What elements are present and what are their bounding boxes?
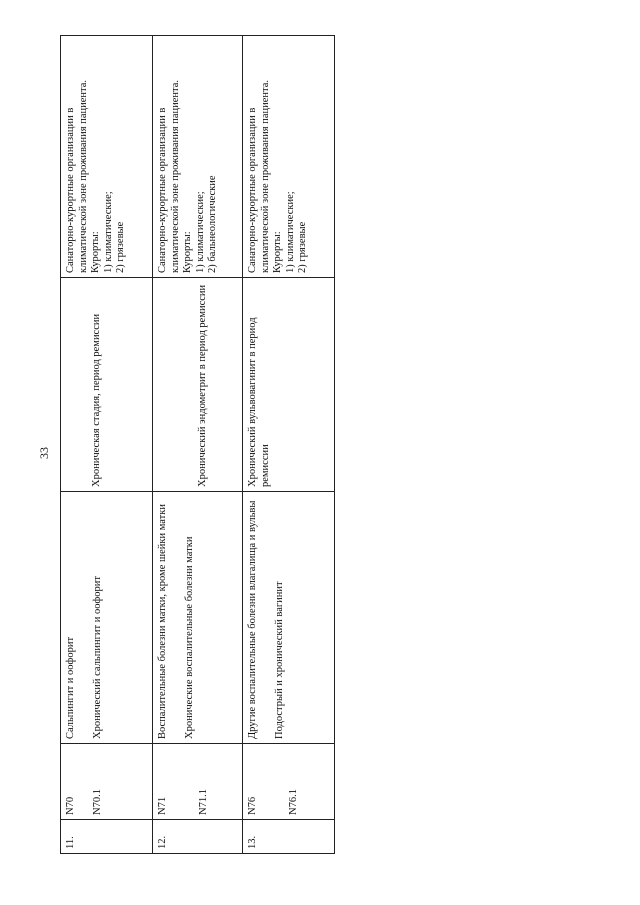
icd-code: N76.1 xyxy=(287,789,299,815)
icd-codes xyxy=(243,744,335,820)
resort-line: 1) климатические; xyxy=(284,191,296,273)
resort-line: 2) бальнеологические xyxy=(207,175,218,273)
resort-line: Курорты: xyxy=(90,231,101,273)
icd-code: N76 xyxy=(247,796,258,815)
icd-codes xyxy=(61,744,153,820)
disease-name: Подострый и хронический вагинит xyxy=(273,581,285,739)
resort-line: Курорты: xyxy=(272,231,283,273)
icd-code: N70 xyxy=(65,796,76,815)
resort-line: Санаторно-курортные организации в климатической зоне проживания пациента. xyxy=(157,80,181,273)
resort-list xyxy=(153,36,243,278)
resort-line: Курорты: xyxy=(182,231,193,273)
icd-code: N70.1 xyxy=(91,789,103,815)
disease-name: Сальпингит и оофорит xyxy=(65,636,76,739)
resort-line: 1) климатические; xyxy=(194,191,206,273)
disease-names xyxy=(243,492,335,744)
page-number: 33 xyxy=(37,447,51,459)
disease-name: Другие воспалительные болезни влагалища и вульвы xyxy=(247,500,258,739)
icd-code: N71 xyxy=(157,796,168,815)
row-number: 11. xyxy=(61,820,153,854)
disease-stage xyxy=(153,278,243,492)
disease-stage xyxy=(243,278,335,492)
resort-table xyxy=(60,35,335,854)
disease-name: Хронические воспалительные болезни матки xyxy=(183,536,195,739)
resort-line: 2) грязевые xyxy=(297,221,308,273)
row-number: 12. xyxy=(153,820,243,854)
disease-names xyxy=(153,492,243,744)
disease-names xyxy=(61,492,153,744)
resort-list xyxy=(61,36,153,278)
disease-stage xyxy=(61,278,153,492)
stage-text: Хроническая стадия, период ремиссии xyxy=(91,313,102,487)
resort-line: Санаторно-курортные организации в климатической зоне проживания пациента. xyxy=(65,80,89,273)
table-row xyxy=(153,36,243,854)
resort-line: 1) климатические; xyxy=(102,191,114,273)
icd-codes xyxy=(153,744,243,820)
table-row xyxy=(243,36,335,854)
disease-name: Хронический сальпингит и оофорит xyxy=(91,576,103,739)
resort-line: 2) грязевые xyxy=(115,221,126,273)
row-number: 13. xyxy=(243,820,335,854)
resort-line: Санаторно-курортные организации в климатической зоне проживания пациента. xyxy=(247,80,271,273)
resort-list xyxy=(243,36,335,278)
stage-text: Хронический вульвовагинит в период ремиссии xyxy=(247,317,271,487)
table-row xyxy=(61,36,153,854)
icd-code: N71.1 xyxy=(197,789,209,815)
table-container xyxy=(60,36,334,854)
disease-name: Воспалительные болезни матки, кроме шейки матки xyxy=(157,504,168,739)
stage-text: Хронический эндометрит в период ремиссии xyxy=(197,284,208,487)
rotated-table-wrapper xyxy=(60,36,334,854)
